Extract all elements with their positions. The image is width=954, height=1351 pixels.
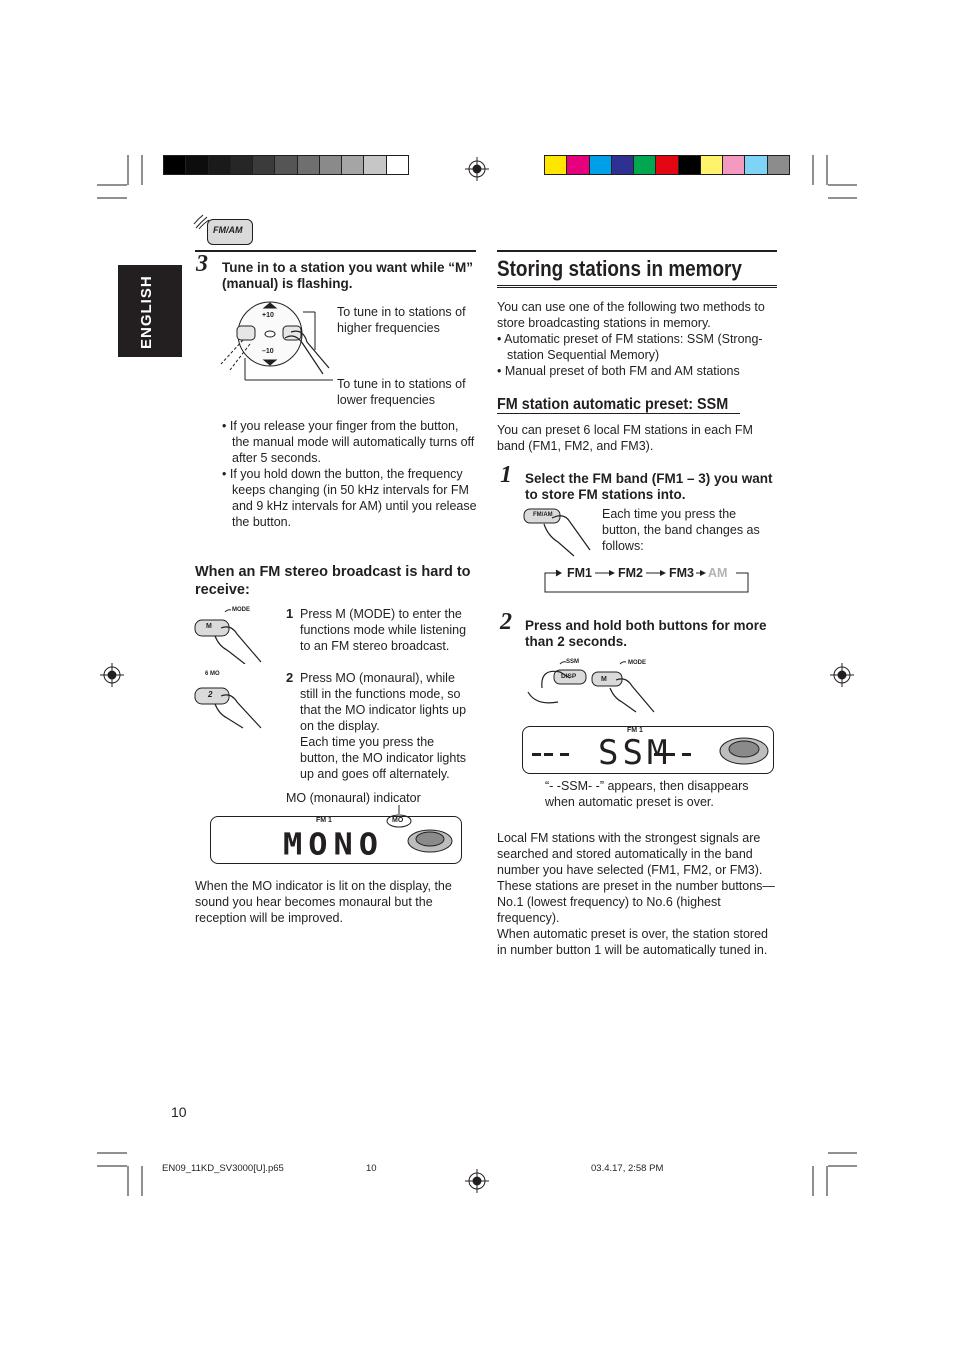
disp-m-buttons-diagram — [522, 658, 682, 718]
step-1-number: 1 — [500, 462, 512, 488]
page-number: 10 — [171, 1104, 187, 1120]
ssm-label: SSM — [566, 659, 580, 665]
mode-label-right: MODE — [628, 660, 646, 666]
ssm-lcd-text: SSM — [598, 733, 672, 773]
mo-label: 6 MO — [205, 671, 220, 677]
sub-step-2-number: 2 — [286, 670, 294, 685]
mo-indicator-caption: MO (monaural) indicator — [286, 791, 421, 805]
tuning-note-2: • If you hold down the button, the frequency keeps changing (in 50 kHz intervals for FM and 9 kHz intervals for AM) until you release the button. — [222, 467, 477, 529]
disp-label: DISP — [561, 673, 577, 680]
plus-10-button-label: +10 — [262, 312, 274, 319]
ssm-caption: “- -SSM- -” appears, then disappears when automatic preset is over. — [545, 779, 749, 809]
gray-swatch — [298, 156, 320, 174]
color-swatch — [612, 156, 634, 174]
sub-step-2-text: Press MO (monaural), while still in the functions mode, so that the MO indicator lights up on the display. — [300, 671, 467, 733]
color-swatch — [545, 156, 567, 174]
language-side-tab — [118, 265, 182, 357]
callout-lower-frequencies: To tune in to stations of lower frequencies — [337, 377, 466, 407]
step-1-title: Select the FM band (FM1 – 3) you want to store FM stations into. — [525, 471, 773, 502]
color-swatch — [768, 156, 789, 174]
gray-swatch — [253, 156, 275, 174]
color-swatch — [723, 156, 745, 174]
tuning-notes-list — [222, 418, 477, 530]
footer-file-name: EN09_11KD_SV3000[U].p65 — [162, 1163, 284, 1174]
fm-am-button-label: FM/AM — [533, 512, 553, 518]
intro-bullet-1: • Automatic preset of FM stations: SSM (Strong-station Sequential Memory) — [497, 332, 763, 362]
mode-label: MODE — [232, 607, 250, 613]
mono-closing-text: When the MO indicator is lit on the display, the sound you hear becomes monaural but the reception will be improved. — [195, 879, 452, 925]
mo-button-diagram — [193, 680, 273, 730]
band-fm1: FM1 — [567, 566, 592, 580]
intro-paragraph: You can use one of the following two methods to store broadcasting stations in memory. — [497, 300, 765, 330]
right-column-top-rule — [497, 250, 777, 252]
color-calibration-bar — [544, 155, 790, 175]
color-swatch — [679, 156, 701, 174]
ssm-body-2: When automatic preset is over, the station stored in number button 1 will be automatically tuned in. — [497, 927, 768, 957]
gray-swatch — [320, 156, 342, 174]
grayscale-calibration-bar — [163, 155, 409, 175]
ssm-intro: You can preset 6 local FM stations in each FM band (FM1, FM2, and FM3). — [497, 423, 753, 453]
arrow-right-icon — [644, 568, 668, 578]
gray-swatch — [164, 156, 186, 174]
gray-swatch — [387, 156, 408, 174]
ssm-disc-graphic-icon — [718, 734, 770, 768]
disc-graphic-icon — [405, 826, 455, 856]
fm-am-icon-label: FM/AM — [213, 225, 243, 235]
step-2-number: 2 — [500, 609, 512, 635]
m-button-label: M — [206, 623, 212, 630]
step-3-number: 3 — [196, 251, 208, 277]
title-underline-2 — [497, 287, 777, 288]
sub-step-1-number: 1 — [286, 606, 294, 621]
intro-text — [497, 299, 777, 379]
gray-swatch — [209, 156, 231, 174]
tuning-note-1: • If you release your finger from the button, the manual mode will automatically turns off after 5 seconds. — [222, 419, 475, 465]
callout-higher-frequencies: To tune in to stations of higher frequencies — [337, 305, 466, 335]
band-am: AM — [708, 566, 728, 580]
step-2-title: Press and hold both buttons for more than 2 seconds. — [525, 618, 767, 649]
title-underline — [497, 285, 777, 286]
footer-timestamp: 03.4.17, 2:58 PM — [591, 1163, 664, 1174]
intro-bullet-2: • Manual preset of both FM and AM stations — [497, 364, 740, 378]
gray-swatch — [275, 156, 297, 174]
gray-swatch — [364, 156, 386, 174]
arrow-right-icon — [593, 568, 617, 578]
sub-step-1-text: Press M (MODE) to enter the functions mode while listening to an FM stereo broadcast. — [300, 607, 467, 653]
color-swatch — [745, 156, 767, 174]
gray-swatch — [342, 156, 364, 174]
ssm-body-1: Local FM stations with the strongest signals are searched and stored automatically in the band number you have selected (FM1, FM2, or FM3). These stations are preset in the number buttons—No.1 (lowest frequency) to No.6 (highest frequency). — [497, 831, 775, 925]
arrow-right-icon — [695, 568, 707, 578]
stereo-heading: When an FM stereo broadcast is hard to receive: — [195, 564, 471, 598]
language-label: ENGLISH — [138, 275, 155, 349]
mode-button-diagram — [193, 606, 273, 664]
band-fm3: FM3 — [669, 566, 694, 580]
page-title: Storing stations in memory — [497, 256, 742, 281]
color-swatch — [567, 156, 589, 174]
ssm-heading: FM station automatic preset: SSM — [497, 396, 729, 413]
two-button-label: 2 — [208, 690, 213, 699]
tuning-buttons-diagram — [215, 298, 335, 388]
color-swatch — [590, 156, 612, 174]
left-column-top-rule — [195, 250, 476, 252]
band-fm2: FM2 — [618, 566, 643, 580]
sub-step-2-text-b: Each time you press the button, the MO indicator lights up and goes off alternately. — [300, 735, 467, 781]
ssm-lcd-fm1-label: FM 1 — [627, 727, 643, 734]
color-swatch — [634, 156, 656, 174]
gray-swatch — [186, 156, 208, 174]
color-swatch — [656, 156, 678, 174]
lcd-fm1-label: FM 1 — [316, 817, 332, 824]
footer-file-page: 10 — [366, 1163, 377, 1174]
ssm-heading-underline — [497, 413, 740, 414]
step-3-title: Tune in to a station you want while “M” (manual) is flashing. — [222, 260, 474, 291]
band-cycle — [567, 565, 727, 581]
minus-10-button-label: –10 — [262, 348, 274, 355]
fm-am-mode-icon — [207, 219, 253, 245]
lcd-mono-text: MONO — [283, 825, 385, 863]
lcd-mo-label: MO — [392, 817, 404, 824]
m-label-right: M — [601, 676, 607, 683]
color-swatch — [701, 156, 723, 174]
step-1-note: Each time you press the button, the band changes as follows: — [602, 507, 760, 553]
gray-swatch — [231, 156, 253, 174]
